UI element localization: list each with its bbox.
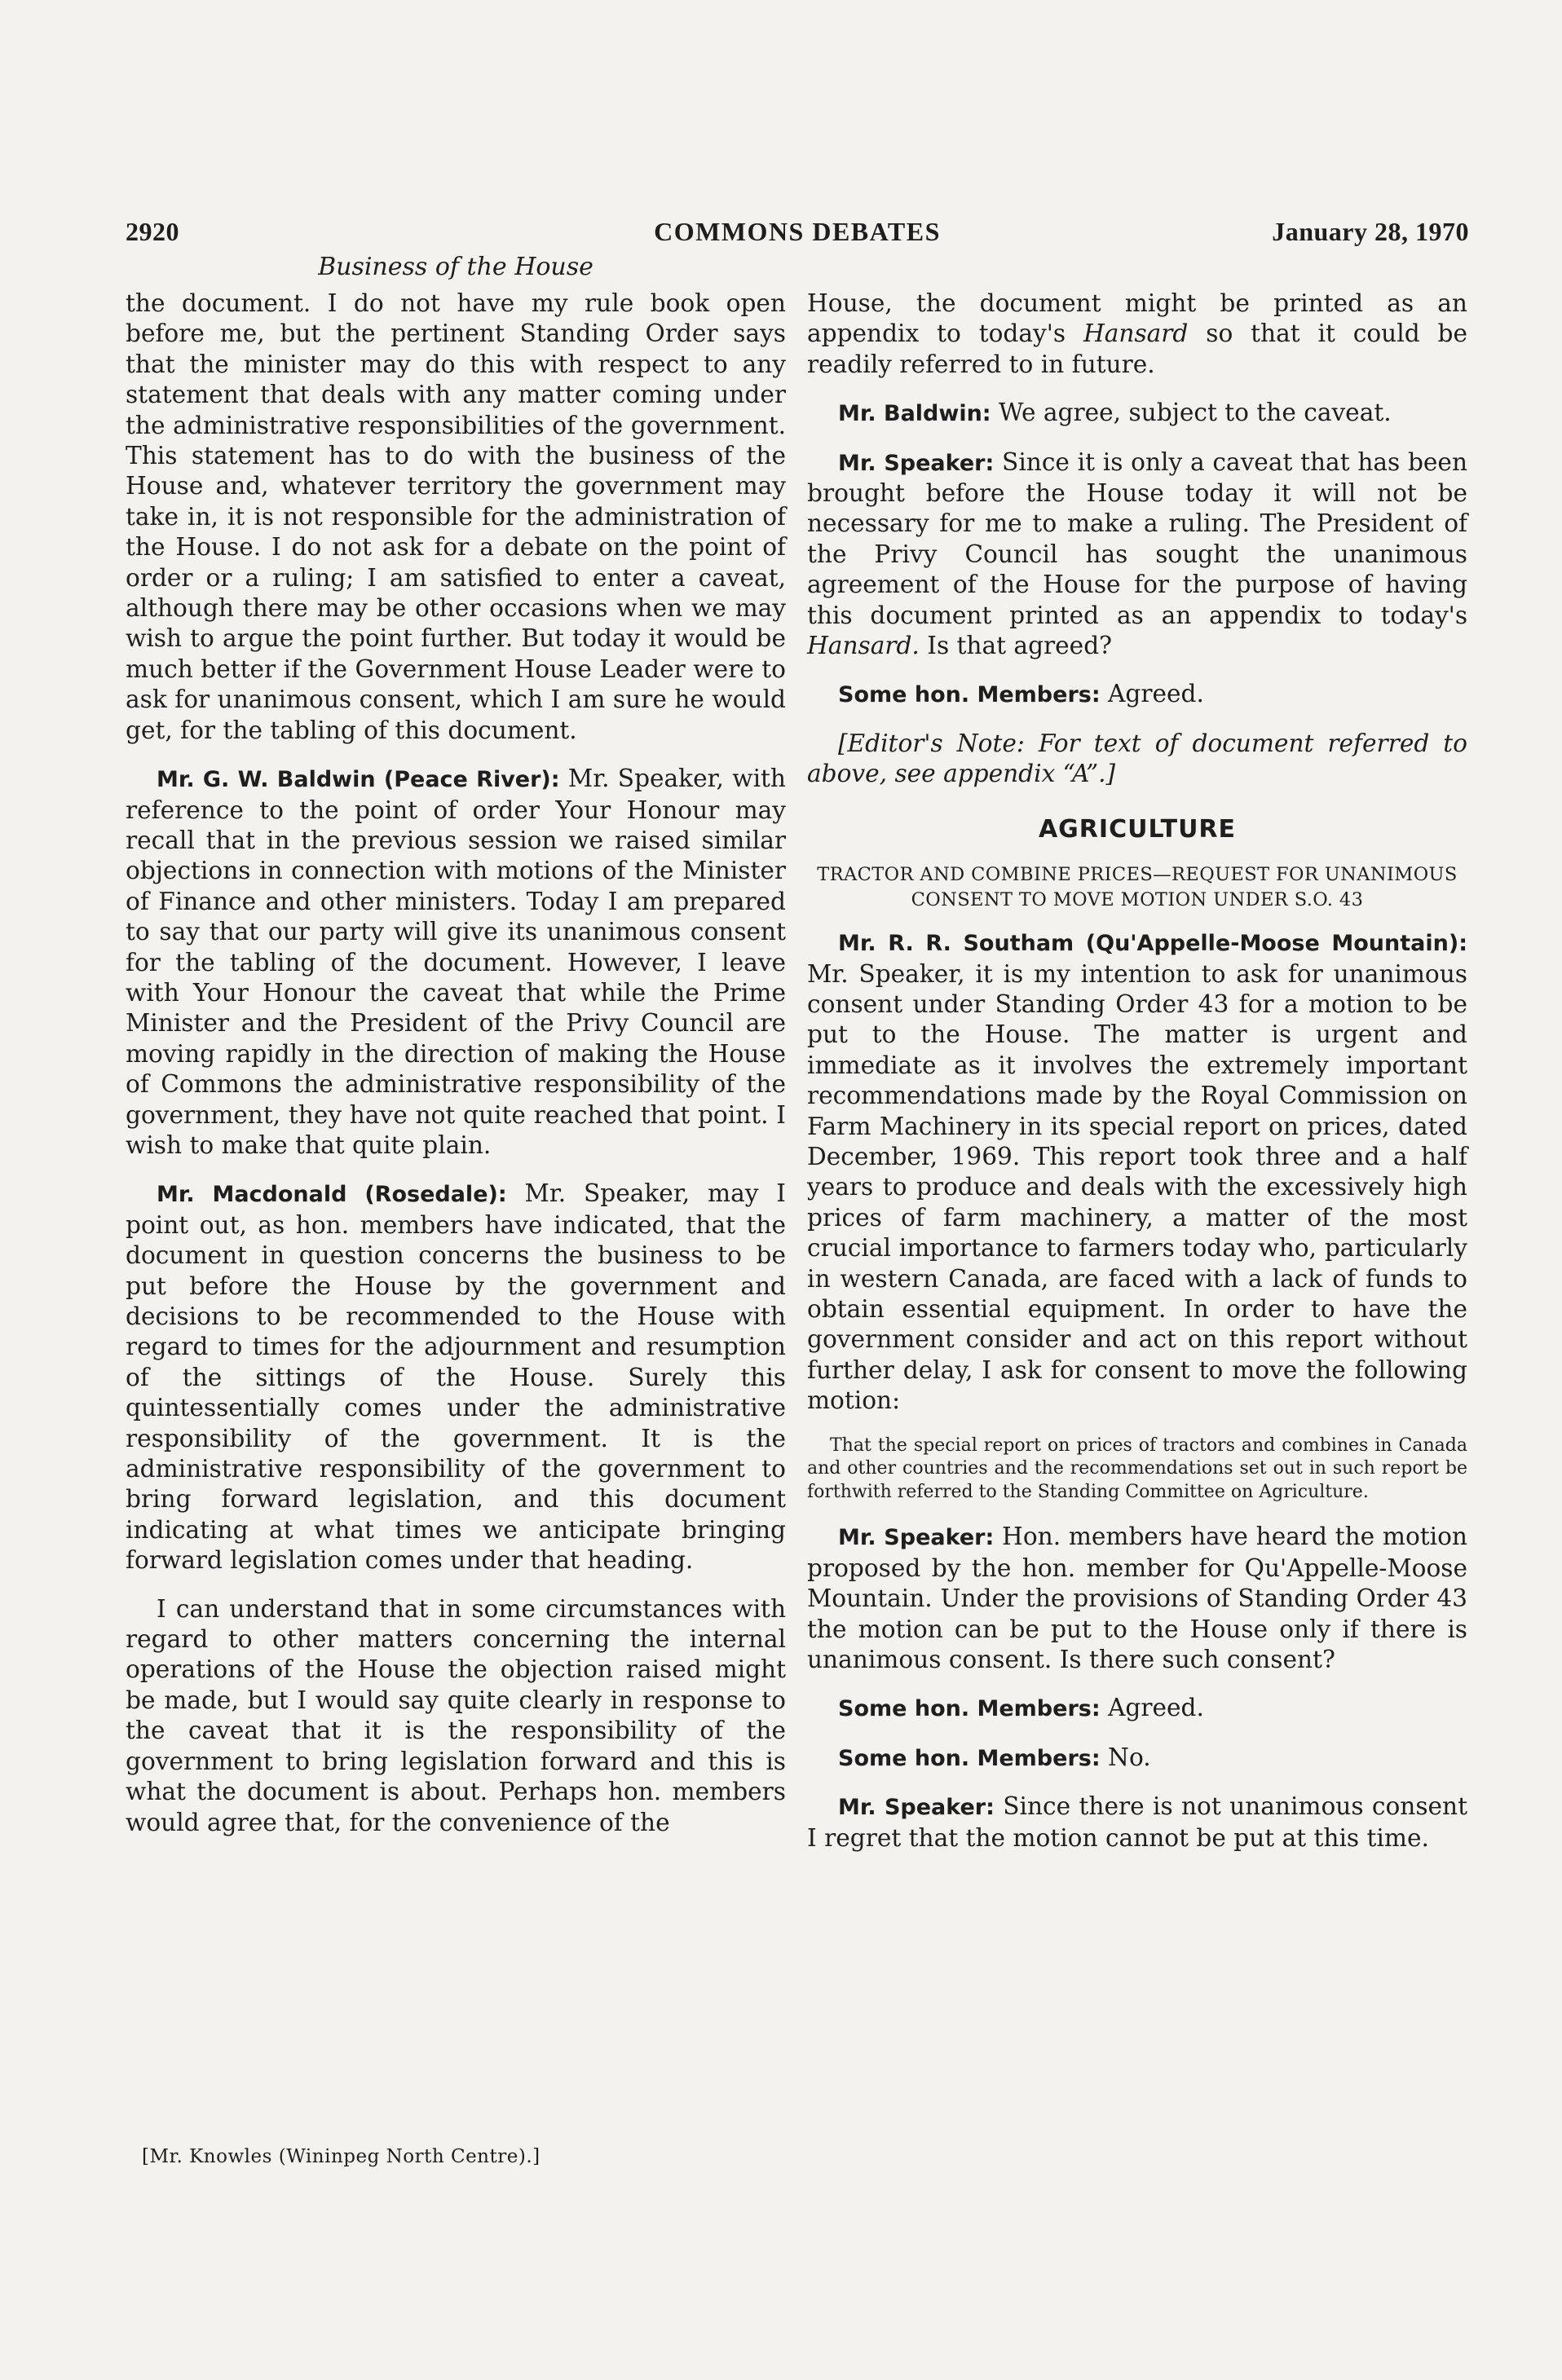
speech-text: Mr. Speaker, with reference to the point of order Your Honour may recall that in the previous session we raised similar objections in connection with motions of the Minister of Finance and other ministers. Today I am prepared to say that our party will give its unanimous consent for the tabling of the document. However, I leave with Your Honour the caveat that while the Prime Minister and the President of the Privy Council are moving rapidly in the direction of making the House of Commons the administrative responsibility of the government, they have not quite reached that point. I wish to make that quite plain. <box>126 765 786 1159</box>
page-date: January 28, 1970 <box>1272 217 1469 246</box>
text-run: so that it could be readily referred to in future. <box>807 320 1467 378</box>
paragraph <box>126 1179 786 1576</box>
speech-text: Mr. Speaker, it is my intention to ask for unanimous consent under Standing Order 43 for a motion to be put to the House. The matter is urgent and immediate as it involves the extremely important recommendations made by the Royal Commission on Farm Machinery in its special report on prices, dated December, 1969. This report took three and a half years to produce and deals with the excessively high prices of farm machinery, a matter of the most crucial importance to farmers today who, particularly in western Canada, are faced with a lack of funds to obtain essential equipment. In order to have the government consider and act on this report without further delay, I ask for consent to move the following motion: <box>807 959 1467 1415</box>
speech-text: Agreed. <box>1100 1694 1204 1722</box>
speech-text: We agree, subject to the caveat. <box>991 399 1392 427</box>
speaker-name: Mr. R. R. Southam (Qu'Appelle-Moose Mountain): <box>838 931 1467 957</box>
text-run: House, the document might be printed as an appendix to today's <box>807 289 1467 348</box>
speaker-name: Mr. Macdonald (Rosedale): <box>157 1182 507 1208</box>
section-subheading: TRACTOR AND COMBINE PRICES—REQUEST FOR UNANIMOUS CONSENT TO MOVE MOTION UNDER S.O. 43 <box>817 864 1458 911</box>
paragraph: the document. I do not have my rule book open before me, but the pertinent Standing Order says that the minister may do this with respect to any statement that deals with any matter coming under the administrative responsibilities of the government. This statement has to do with the business of the House and, whatever territory the government may take in, it is not responsible for the administration of the House. I do not ask for a debate on the point of order or a ruling; I am satisfied to enter a caveat, although there may be other occasions when we may wish to argue the point further. But today it would be much better if the Government House Leader were to ask for unanimous consent, which I am sure he would get, for the tabling of this document. <box>126 289 786 744</box>
paragraph: I can understand that in some circumstances with regard to other matters concerning the internal operations of the House the objection raised might be made, but I would say quite clearly in response to the caveat that it is the responsibility of the government to bring legislation forward and this is what the document is about. Perhaps hon. members would agree that, for the convenience of the <box>126 1594 786 1836</box>
speech-text: Hon. members have heard the motion proposed by the hon. member for Qu'Appelle-Moose Mountain. Under the provisions of Standing Order 43 the motion can be put to the House only if there is unanimous consent. Is there such consent? <box>807 1523 1467 1673</box>
right-column <box>807 289 1467 1871</box>
page-header <box>126 214 1469 253</box>
speaker-name: Some hon. Members: <box>838 1696 1101 1722</box>
speech-text: No. <box>1100 1743 1151 1771</box>
paragraph <box>807 928 1467 1417</box>
speaker-name: Mr. Baldwin: <box>838 401 991 427</box>
speech-text: Agreed. <box>1100 680 1204 708</box>
paragraph <box>807 289 1467 380</box>
speaker-name: Mr. Speaker: <box>838 1525 995 1551</box>
speaker-name: Some hon. Members: <box>838 682 1101 708</box>
page-number: 2920 <box>126 217 179 246</box>
paragraph <box>807 398 1467 429</box>
hansard-italic: Hansard <box>1083 320 1189 348</box>
footer-speaker-note: [Mr. Knowles (Wininpeg North Centre).] <box>142 2146 541 2167</box>
editor-note: [Editor's Note: For text of document referred to above, see appendix “A”.] <box>807 729 1467 788</box>
paragraph <box>807 1522 1467 1675</box>
left-column <box>126 289 786 1856</box>
publication-title: COMMONS DEBATES <box>654 217 941 246</box>
paragraph <box>807 1693 1467 1724</box>
speaker-name: Mr. Speaker: <box>838 1795 995 1821</box>
paragraph <box>807 679 1467 710</box>
speaker-name: Mr. G. W. Baldwin (Peace River): <box>157 767 560 793</box>
paragraph <box>807 1743 1467 1774</box>
speech-text: Since it is only a caveat that has been brought before the House today it will not be necessary for me to make a ruling. The President of the Privy Council has sought the unanimous agreement of the House for the purpose of having this document printed as an appendix to today's <box>807 447 1468 629</box>
speech-text: Since there is not unanimous consent I regret that the motion cannot be put at this time. <box>807 1792 1468 1852</box>
speech-text: Mr. Speaker, may I point out, as hon. members have indicated, that the document in question concerns the business to be put before the House by the government and decisions to be recommended to the House with regard to times for the adjournment and resumption of the sittings of the House. Surely this quintessentially comes under the administrative responsibility of the government. It is the administrative responsibility of the government to bring forward legislation, and this document indicating at what times we anticipate bringing forward legislation comes under that heading. <box>126 1179 786 1575</box>
text-run: Is that agreed? <box>919 632 1113 660</box>
speaker-name: Some hon. Members: <box>838 1745 1101 1771</box>
paragraph <box>807 447 1467 662</box>
section-heading: AGRICULTURE <box>1038 814 1237 844</box>
paragraph <box>807 1792 1467 1853</box>
hansard-italic: Hansard. <box>807 632 920 660</box>
motion-text: That the special report on prices of tractors and combines in Canada and other countries and the recommendations set out in such report be forthwith referred to the Standing Committee on Agriculture. <box>807 1435 1467 1502</box>
running-head: Business of the House <box>318 253 593 281</box>
speaker-name: Mr. Speaker: <box>838 450 995 476</box>
paragraph <box>126 764 786 1161</box>
